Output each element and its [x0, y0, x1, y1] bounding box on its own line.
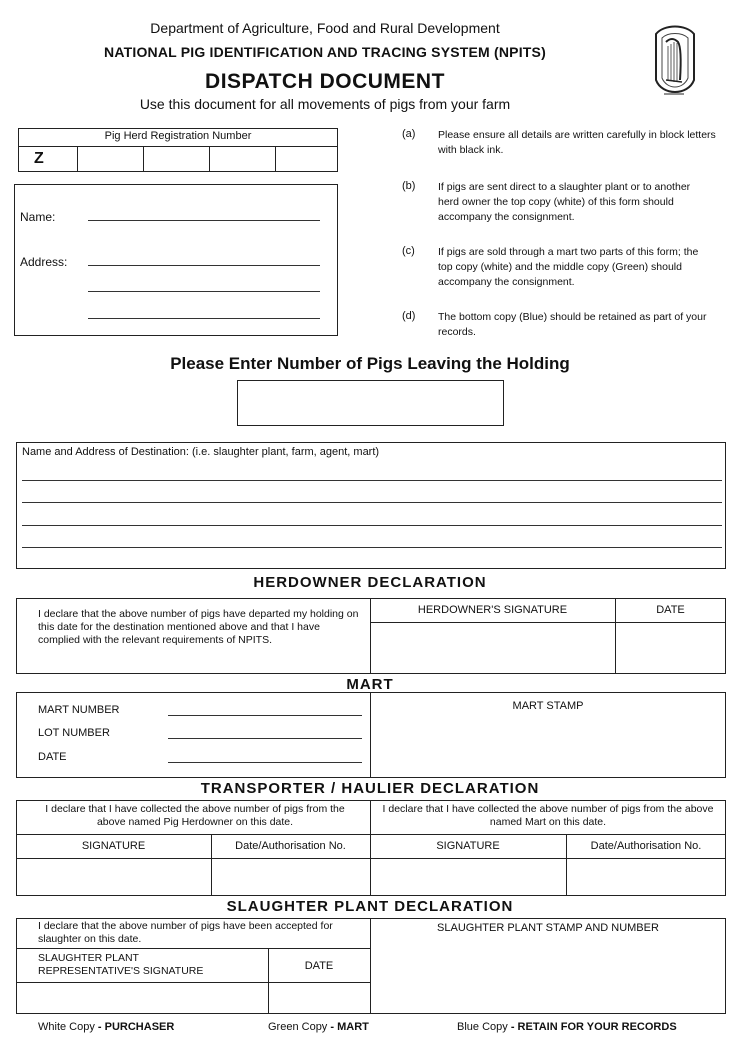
- destination-line-3[interactable]: [22, 525, 722, 526]
- destination-line-1[interactable]: [22, 480, 722, 481]
- herd-prefix: Z: [34, 150, 44, 167]
- transporter-left-declaration: I declare that I have collected the above number of pigs from the above named Pig Herdowner on this date.: [45, 803, 345, 828]
- note-c-text: If pigs are sold through a mart two parts of this form; the top copy (white) and the middle copy (Green) should accompany the consignment.: [438, 246, 699, 288]
- footer-white-copy: [38, 1021, 174, 1033]
- lot-number-field[interactable]: [168, 738, 362, 739]
- slaughter-rep-signature-label: SLAUGHTER PLANT REPRESENTATIVE'S SIGNATURE: [38, 952, 204, 977]
- slaughter-declaration-text: I declare that the above number of pigs have been accepted for slaughter on this date.: [38, 920, 333, 945]
- blue-copy-label: Blue Copy: [457, 1021, 508, 1033]
- address-field-line-3[interactable]: [88, 318, 320, 319]
- system-name: NATIONAL PIG IDENTIFICATION AND TRACING SYSTEM (NPITS): [104, 44, 546, 60]
- address-field-line-1[interactable]: [88, 265, 320, 266]
- slaughter-date-label: DATE: [304, 960, 334, 972]
- address-label: Address:: [20, 255, 68, 269]
- document-title: DISPATCH DOCUMENT: [205, 70, 445, 93]
- pigs-count-input[interactable]: [237, 380, 504, 426]
- herd-registration-label: Pig Herd Registration Number: [104, 130, 252, 142]
- note-b-letter: (b): [402, 180, 416, 192]
- transporter-right-signature-label: SIGNATURE: [436, 840, 500, 852]
- herdowner-heading: HERDOWNER DECLARATION: [253, 574, 487, 591]
- note-d-letter: (d): [402, 310, 416, 322]
- document-subtitle: Use this document for all movements of pigs from your farm: [139, 96, 511, 112]
- transporter-right-signature-field[interactable]: [371, 859, 565, 895]
- herdowner-signature-field[interactable]: [371, 623, 614, 673]
- harp-crest-icon: [648, 20, 700, 110]
- transporter-right-date-label: Date/Authorisation No.: [590, 840, 702, 852]
- transporter-right-declaration: I declare that I have collected the above number of pigs from the above named Mart on this date.: [382, 803, 714, 828]
- note-a-text: Please ensure all details are written carefully in block letters with black ink.: [438, 129, 716, 156]
- address-field-line-2[interactable]: [88, 291, 320, 292]
- herd-digit-2[interactable]: [143, 147, 209, 172]
- herd-digit-4[interactable]: [275, 147, 338, 172]
- note-a-letter: (a): [402, 128, 416, 140]
- green-copy-label: Green Copy: [268, 1021, 328, 1033]
- mart-date-label: DATE: [38, 751, 67, 763]
- slaughter-date-field[interactable]: [269, 983, 369, 1013]
- destination-line-2[interactable]: [22, 502, 722, 503]
- name-field[interactable]: [88, 220, 320, 221]
- herdowner-date-label: DATE: [656, 604, 685, 616]
- transporter-left-date-label: Date/Authorisation No.: [235, 840, 346, 852]
- mart-heading: MART: [346, 676, 394, 693]
- mart-stamp-label: MART STAMP: [512, 700, 584, 712]
- slaughter-heading: SLAUGHTER PLANT DECLARATION: [226, 898, 514, 915]
- herdowner-date-field[interactable]: [616, 623, 725, 673]
- white-copy-label: White Copy: [38, 1021, 95, 1033]
- transporter-right-date-field[interactable]: [567, 859, 725, 895]
- transporter-left-signature-label: SIGNATURE: [81, 840, 146, 852]
- note-d-text: The bottom copy (Blue) should be retained as part of your records.: [438, 311, 707, 338]
- white-copy-destination: - PURCHASER: [97, 1021, 175, 1033]
- note-c-letter: (c): [402, 245, 415, 257]
- note-b-text: If pigs are sent direct to a slaughter plant or to another herd owner the top copy (white) of this form should accompany the consignment.: [438, 181, 691, 223]
- lot-number-label: LOT NUMBER: [38, 727, 110, 739]
- mart-number-label: MART NUMBER: [38, 704, 120, 716]
- herdowner-signature-label: HERDOWNER'S SIGNATURE: [417, 604, 568, 616]
- pigs-count-prompt: Please Enter Number of Pigs Leaving the Holding: [170, 354, 570, 373]
- destination-label: Name and Address of Destination: (i.e. slaughter plant, farm, agent, mart): [22, 446, 380, 458]
- herd-digit-1[interactable]: [77, 147, 143, 172]
- transporter-left-signature-field[interactable]: [17, 859, 210, 895]
- destination-box: [16, 442, 726, 569]
- mart-number-field[interactable]: [168, 715, 362, 716]
- herd-digit-3[interactable]: [209, 147, 275, 172]
- transporter-left-date-field[interactable]: [212, 859, 369, 895]
- name-label: Name:: [20, 210, 56, 224]
- green-copy-destination: - MART: [330, 1021, 369, 1033]
- footer-blue-copy: [457, 1021, 677, 1033]
- herdowner-declaration-text: I declare that the above number of pigs have departed my holding on this date for the destination mentioned above and that I have complied with the relevant requirements of NPITS.: [38, 608, 359, 646]
- transporter-heading: TRANSPORTER / HAULIER DECLARATION: [200, 780, 540, 797]
- mart-date-field[interactable]: [168, 762, 362, 763]
- slaughter-rep-signature-field[interactable]: [17, 983, 267, 1013]
- slaughter-stamp-label: SLAUGHTER PLANT STAMP AND NUMBER: [437, 922, 659, 934]
- destination-line-4[interactable]: [22, 547, 722, 548]
- blue-copy-destination: - RETAIN FOR YOUR RECORDS: [510, 1021, 677, 1033]
- footer-green-copy: [268, 1021, 369, 1033]
- department-name: Department of Agriculture, Food and Rural Development: [150, 20, 500, 36]
